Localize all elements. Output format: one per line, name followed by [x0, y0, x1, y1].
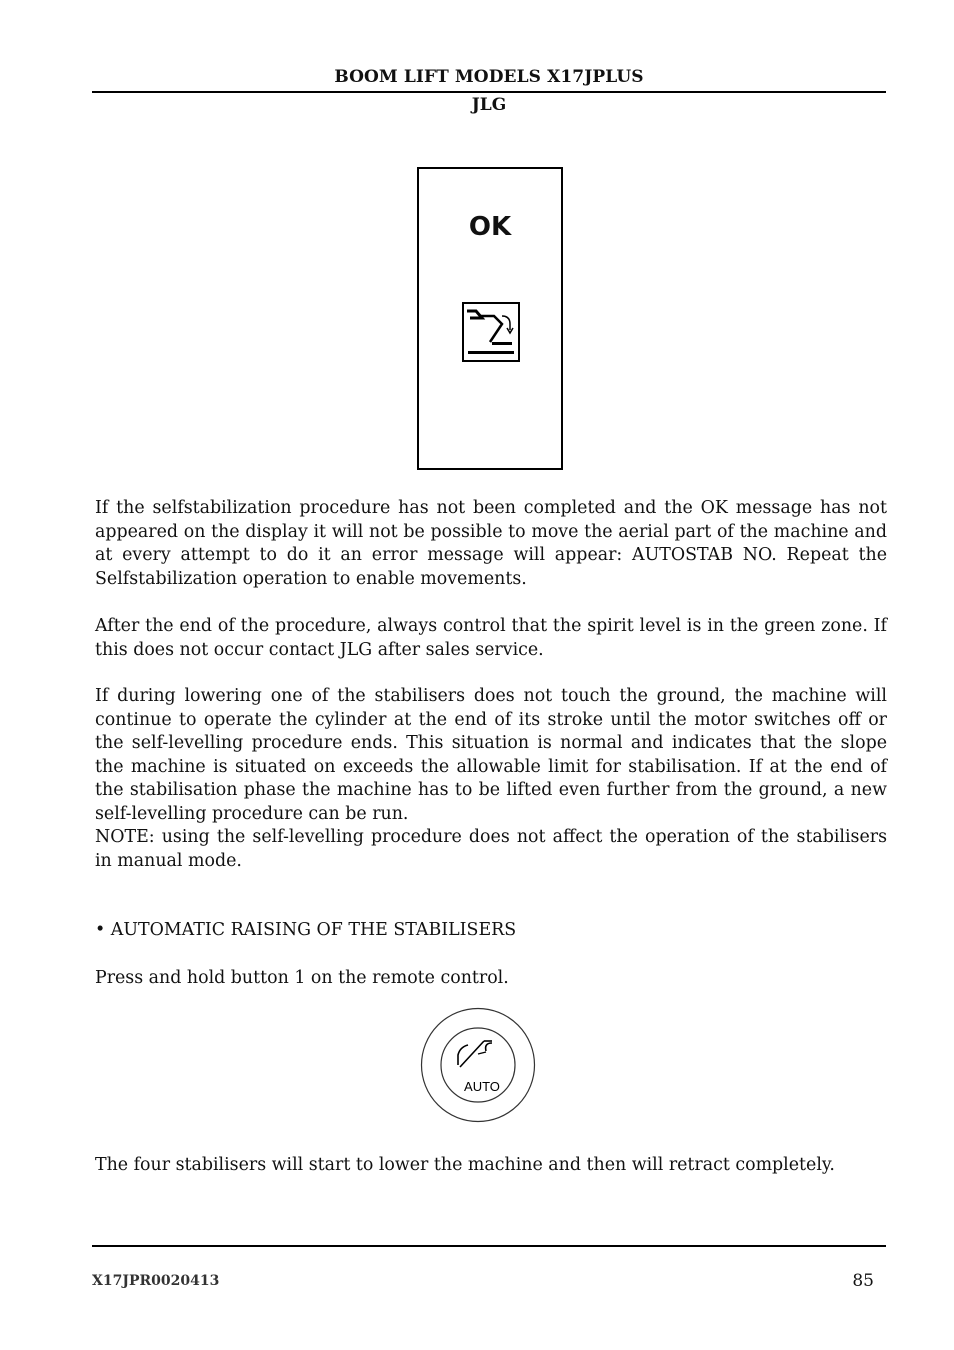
paragraph-note: NOTE: using the self-levelling procedure does not affect the operation of the stabilisers in manual mode. — [95, 827, 887, 871]
auto-label: AUTO — [464, 1079, 500, 1094]
header-subtitle: JLG — [471, 95, 507, 115]
paragraph-stabiliser-ground: If during lowering one of the stabilisers does not touch the ground, the machine will continue to operate the cylinder at the end of its stroke until the motor switches off or the self-levelling procedure ends. This situation is normal and indicates that the slope the machine is situated on exceeds the allowable limit for stabilisation. If at the end of the stabilisation phase the machine has to be lifted even further from the ground, a new self-levelling procedure can be run. — [95, 686, 887, 824]
paragraph-spirit-level: After the end of the procedure, always control that the spirit level is in the green zone. If this does not occur contact JLG after sales service. — [95, 616, 887, 660]
ok-message: OK — [468, 212, 512, 242]
page-number: 85 — [852, 1271, 874, 1291]
header-divider — [92, 91, 886, 93]
boom-lowering-icon — [462, 302, 520, 362]
remote-auto-button[interactable] — [420, 1007, 536, 1123]
result-text: The four stabilisers will start to lower the machine and then will retract completely. — [95, 1155, 835, 1175]
paragraph-selfstabilization: If the selfstabilization procedure has not been completed and the OK message has not appeared on the display it will not be possible to move the aerial part of the machine and at every attempt to do it an error message will appear: AUTOSTAB NO. Repeat the Selfstabilization operation to enable movements. — [95, 498, 887, 589]
document-code: X17JPR0020413 — [92, 1273, 220, 1289]
instruction-text: Press and hold button 1 on the remote control. — [95, 968, 509, 988]
section-heading: • AUTOMATIC RAISING OF THE STABILISERS — [95, 920, 517, 940]
footer-divider — [92, 1245, 886, 1247]
stabiliser-auto-icon — [420, 1007, 536, 1123]
header-title: BOOM LIFT MODELS X17JPLUS — [334, 67, 644, 87]
display-panel — [417, 167, 563, 470]
